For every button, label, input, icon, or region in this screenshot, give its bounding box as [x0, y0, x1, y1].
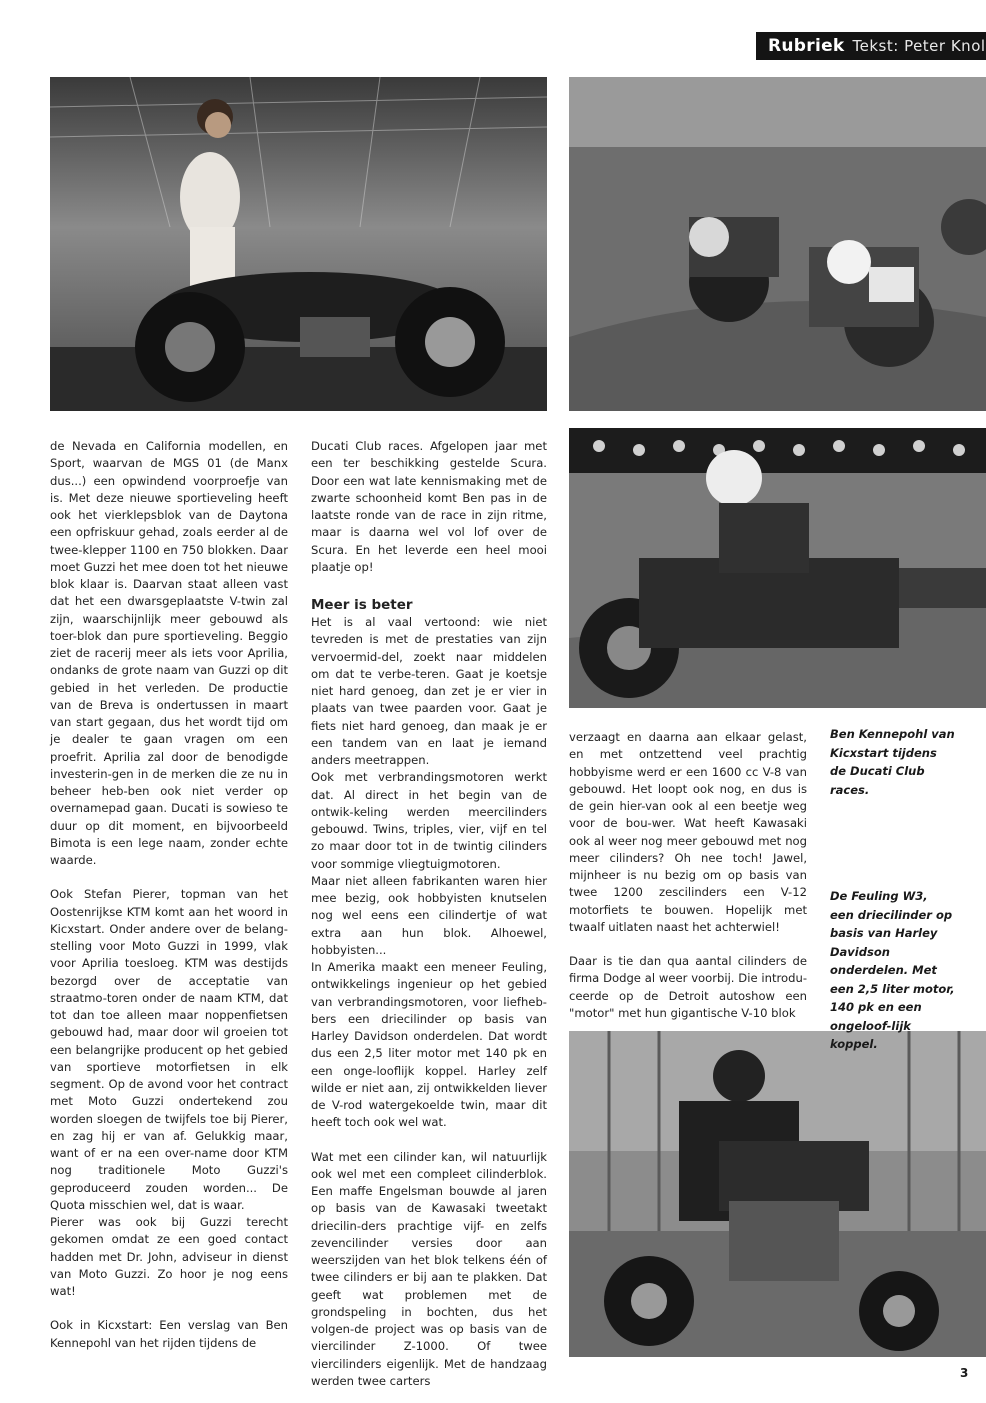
article-column-2: [311, 438, 547, 1390]
paragraph: Het is al vaal vertoond: wie niet tevreden is met de prestaties van zijn vervoermid-del, zoekt naar middelen om dat te verbe-teren. Gaat je koetsje niet hard genoeg, dan zet je er vier in plaats van twee paarden voor. Gaat je fiets niet hard genoeg, dan maak je er een tandem van en laat je iemand anders meetrappen.: [311, 615, 547, 767]
photo-caption: Ben Kennepohl van Kicxstart tijdens de Ducati Club races.: [830, 727, 955, 797]
paragraph: Ducati Club races. Afgelopen jaar met een ter beschikking gestelde Scura. Door een wat late kennismaking met de zwarte schoonheid komt Ben pas in de laatste ronde van de race in zijn ritme, maar is daarna wel vol lof over de Scura. En het leverde een heel mooi plaatje op!: [311, 439, 547, 574]
article-column-1: [50, 438, 288, 1352]
three-cylinder-motorcycle-photo: [569, 1031, 986, 1357]
paragraph: Ook Stefan Pierer, topman van het Oostenrijkse KTM komt aan het woord in Kicxstart. Onder andere over de belang-stelling voor Moto Guzzi in 1999, vlak voor Aprilia toesloeg. KTM was destijds bezorgd over de acceptatie van straatmo-toren onder de naam KTM, dat tot dan toe alleen maar noppenfietsen gebouwd had, maar door wil groeien tot een belangrijke producent op het gebied van sportieve motorfietsen in elk segment. Op de avond voor het contract met Moto Guzzi ondertekend zou worden sloegen de twijfels toe bij Pierer, en zag hij er van af. Gelukkig maar, want of er na een over-name door KTM nog traditionele Moto Guzzi's geproduceerd zouden worden... De Quota misschien wel, dat is waar.: [50, 887, 288, 1212]
paragraph: de Nevada en California modellen, en Sport, waarvan de MGS 01 (de Manx dus...) een opwindend voorproefje van is. Met deze nieuwe sportieveling heeft ook het vierklepsblok van de Daytona een opfriskuur gehad, zoals eerder al de twee-klepper 1100 en 750 blokken. Daar moet Guzzi het mee doen tot het nieuwe blok klaar is. Daarvan staat alleen vast dat het een dwarsgeplaatste V-twin zal zijn, waarschijnlijk meer gebouwd als toer-blok dan pure sportieveling. Beggio ziet de racerij meer als iets voor Aprilia, ondanks de grote naam van Guzzi op dit gebied in het verleden. De productie van de Breva is ondertussen in maart van start gegaan, dus het wordt tijd om je dealer te gaan vragen om een proefrit. Aprilia zal door de benodigde investerin-gen in de merken die ze nu in beheer heb-ben ook niet verder op overnamepad gaan. Ducati is sowieso te duur op dit moment, en bijvoorbeeld Bimota is een lege naam, zonder echte waarde.: [50, 439, 288, 867]
paragraph: Wat met een cilinder kan, wil natuurlijk ook wel met een compleet cilinderblok. Een maffe Engelsman bouwde al jaren op basis van de Kawasaki tweetakt driecilin-ders prachtige vijf- en zelfs zevencilinder versies door aan weerszijden van het blok telkens één of twee cilinders er bij aan te plakken. Dat geeft wat problemen met de grondspeling in bochten, dus het volgen-de project was op basis van de viercilinder Z-1000. Of twee viercilinders eigenlijk. Met de handzaag werden twee carters: [311, 1149, 547, 1388]
section-heading: Meer is beter: [311, 597, 413, 613]
paragraph: Daar is tie dan qua aantal cilinders de firma Dodge al weer voorbij. Die introdu-ceerde op de Detroit autoshow een "motor" met hun gigantische V-10 blok: [569, 954, 807, 1020]
motorcycle-model-photo: [50, 77, 547, 411]
paragraph: In Amerika maakt een meneer Feuling, ontwikkelings ingenieur op het gebied van verbrandingsmotoren, voor liefheb-bers een driecilinder op basis van Harley Davidson onderdelen. Dat wordt dus een 2,5 liter motor met 140 pk en een onge-looflijk koppel. Harley zelf wilde er niet aan, zij ontwikkelden liever de V-rod watergekoelde twin, maar dit heeft toch ook wel wat.: [311, 960, 547, 1130]
paragraph: Pierer was ook bij Guzzi terecht gekomen omdat ze een goed contact hadden met Dr. John, adviseur in dienst van Moto Guzzi. Zo hoor je nog eens wat!: [50, 1215, 288, 1298]
article-column-3: [569, 729, 807, 1022]
section-header: [756, 32, 986, 60]
paragraph: verzaagt en daarna aan elkaar gelast, en met ontzettend veel prachtig hobbyisme werd er een 1600 cc V-8 van gebouwd. Het loopt ook nog, en dus is de gein hier-van ook al een beetje weg voor de bou-wer. Wat heeft Kawasaki ook al weer nog meer gebouwd met nog meer cilinders? Oh nee toch! Jawel, mijnheer is nu bezig om op basis van twee 1200 zescilinders een V-12 motorfiets te bouwen. Hopelijk met twaalf uitlaten naast het achterwiel!: [569, 730, 807, 934]
paragraph: Maar niet alleen fabrikanten waren hier mee bezig, ook hobbyisten knutselen nog wel eens een cilindertje of wat extra aan hun blok. Alhoewel, hobbyisten...: [311, 873, 547, 957]
paragraph: Ook met verbrandingsmotoren werkt dat. Al direct in het begin van de ontwik-keling werden meercilinders gebouwd. Twins, triples, vier, vijf en tel zo maar door tot in de twintig cilinders voor sommige vliegtuigmotoren.: [311, 770, 547, 871]
photo-caption: De Feuling W3, een driecilinder op basis van Harley Davidson onderdelen. Met een 2,5 liter motor, 140 pk en een ongeloof-lijk koppel.: [830, 889, 955, 1051]
author-credit: Tekst: Peter Knol: [852, 37, 986, 55]
race-motorcycles-photo: [569, 77, 986, 411]
page-number: 3: [960, 1366, 969, 1380]
paragraph: Ook in Kicxstart: Een verslag van Ben Kennepohl van het rijden tijdens de: [50, 1318, 288, 1350]
section-label: Rubriek: [768, 36, 845, 56]
cornering-rider-photo: [569, 428, 986, 708]
